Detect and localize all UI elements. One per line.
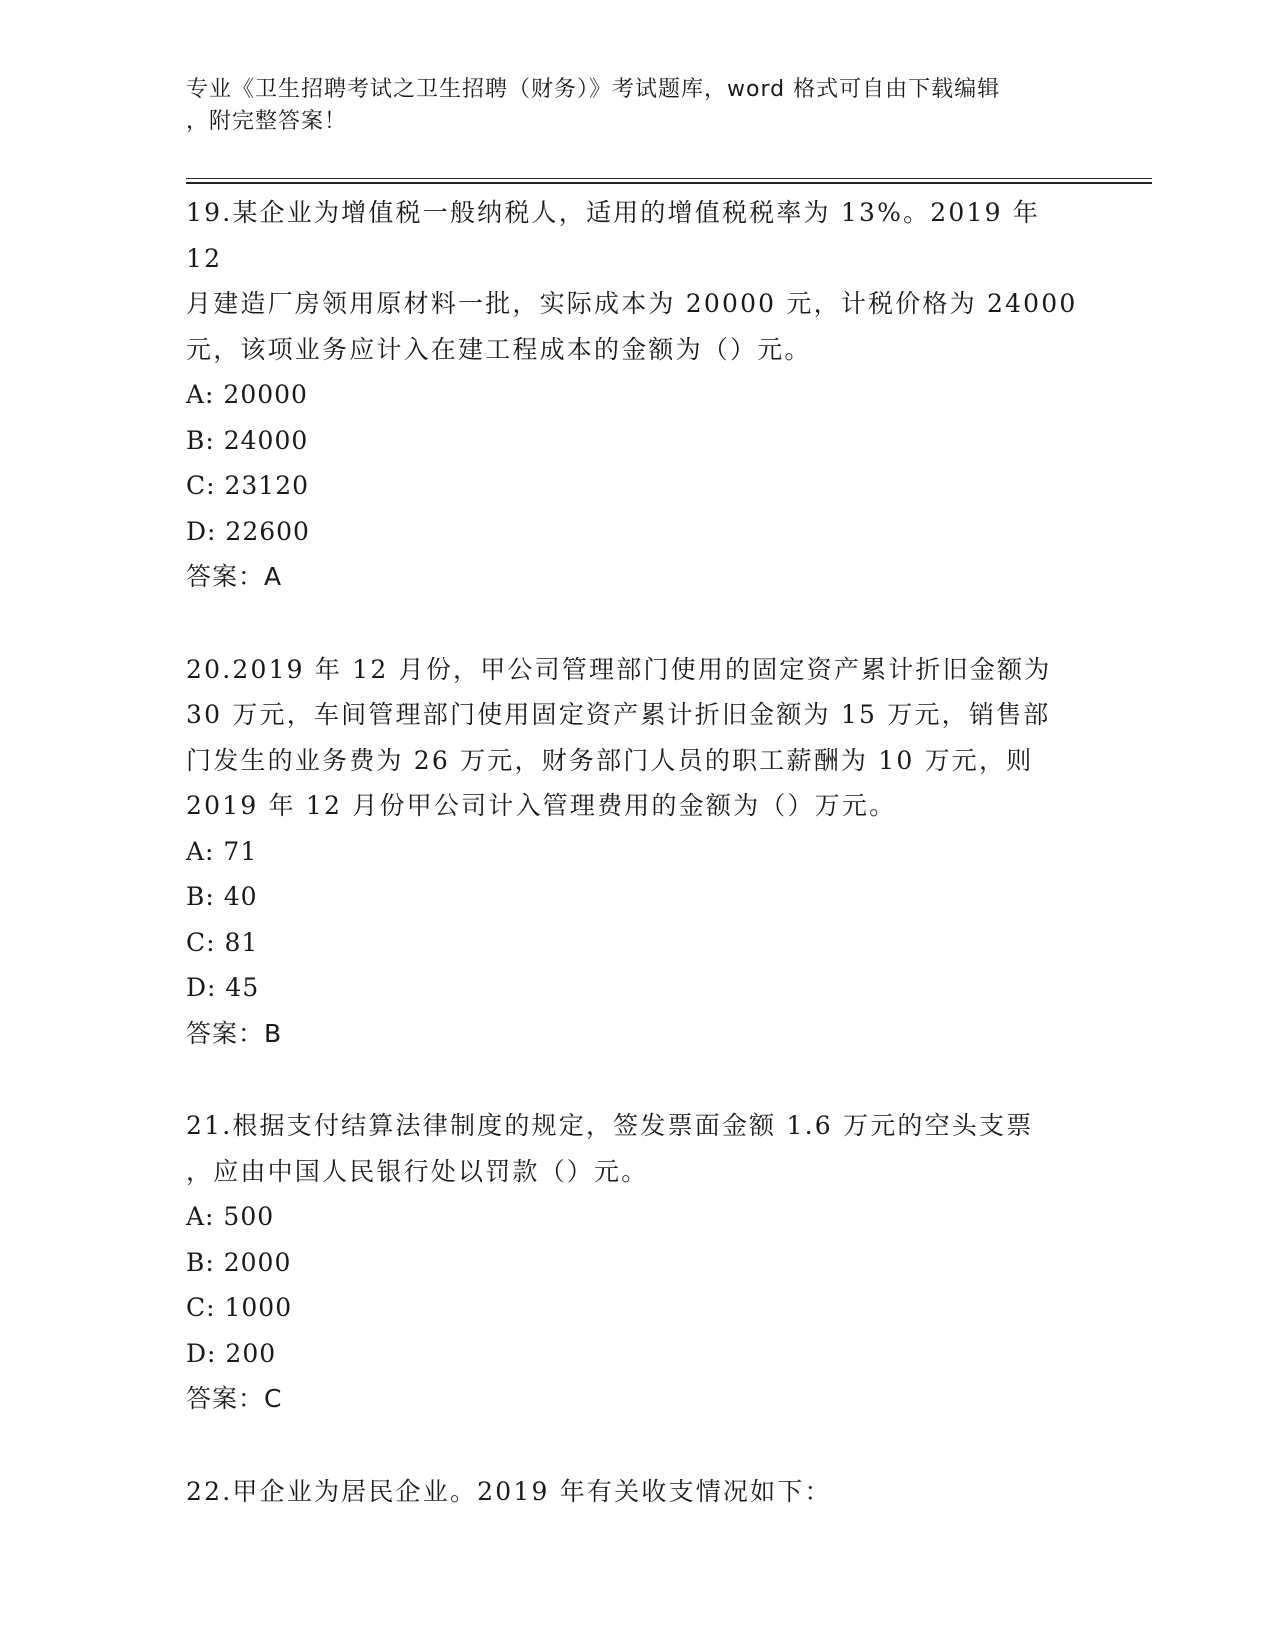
answer-line: 答案：B <box>186 1018 283 1048</box>
question-list <box>186 190 1086 1514</box>
answer-line: 答案：C <box>186 1384 283 1413</box>
header-divider <box>186 178 1152 179</box>
spacer <box>186 600 1086 647</box>
option-d: D: 200 <box>186 1338 277 1368</box>
header-line: ，附完整答案！ <box>186 109 348 134</box>
question-stem-line: 2019 年 12 月份甲公司计入管理费用的金额为（）万元。 <box>186 791 897 820</box>
question-21 <box>186 1103 1086 1422</box>
option-a: A: 71 <box>186 836 258 866</box>
question-20 <box>186 647 1086 1057</box>
question-stem-line: 20.2019 年 12 月份，甲公司管理部门使用的固定资产累计折旧金额为 <box>186 654 1052 684</box>
answer-line: 答案：A <box>186 562 283 591</box>
option-d: D: 22600 <box>186 516 310 546</box>
question-stem-line: 19.某企业为增值税一般纳税人，适用的增值税税率为 13%。2019 年 12 <box>186 198 1041 273</box>
question-stem-line: 元，该项业务应计入在建工程成本的金额为（）元。 <box>186 334 812 364</box>
question-stem-line: 21.根据支付结算法律制度的规定，签发票面金额 1.6 万元的空头支票 <box>186 1111 1034 1140</box>
question-stem-line: 门发生的业务费为 26 万元，财务部门人员的职工薪酬为 10 万元，则 <box>186 745 1034 775</box>
header-line: 专业《卫生招聘考试之卫生招聘（财务）》考试题库，word 格式可自由下载编辑 <box>186 77 1001 102</box>
question-19 <box>186 190 1086 600</box>
option-a: A: 20000 <box>186 380 308 409</box>
question-22 <box>186 1469 1086 1515</box>
option-c: C: 81 <box>186 927 259 957</box>
spacer <box>186 1422 1086 1469</box>
spacer <box>186 1056 1086 1103</box>
option-b: B: 24000 <box>186 425 309 455</box>
option-c: C: 23120 <box>186 471 310 500</box>
document-header <box>186 74 1066 138</box>
option-b: B: 2000 <box>186 1247 292 1277</box>
option-b: B: 40 <box>186 882 258 911</box>
option-c: C: 1000 <box>186 1293 293 1322</box>
header-divider <box>186 182 1152 184</box>
question-stem-line: ，应由中国人民银行处以罚款（）元。 <box>186 1156 649 1186</box>
option-a: A: 500 <box>186 1202 275 1231</box>
question-stem-line: 22.甲企业为居民企业。2019 年有关收支情况如下： <box>186 1476 832 1506</box>
question-stem-line: 30 万元，车间管理部门使用固定资产累计折旧金额为 15 万元，销售部 <box>186 700 1051 729</box>
option-d: D: 45 <box>186 973 260 1002</box>
question-stem-line: 月建造厂房领用原材料一批，实际成本为 20000 元，计税价格为 24000 <box>186 289 1078 318</box>
